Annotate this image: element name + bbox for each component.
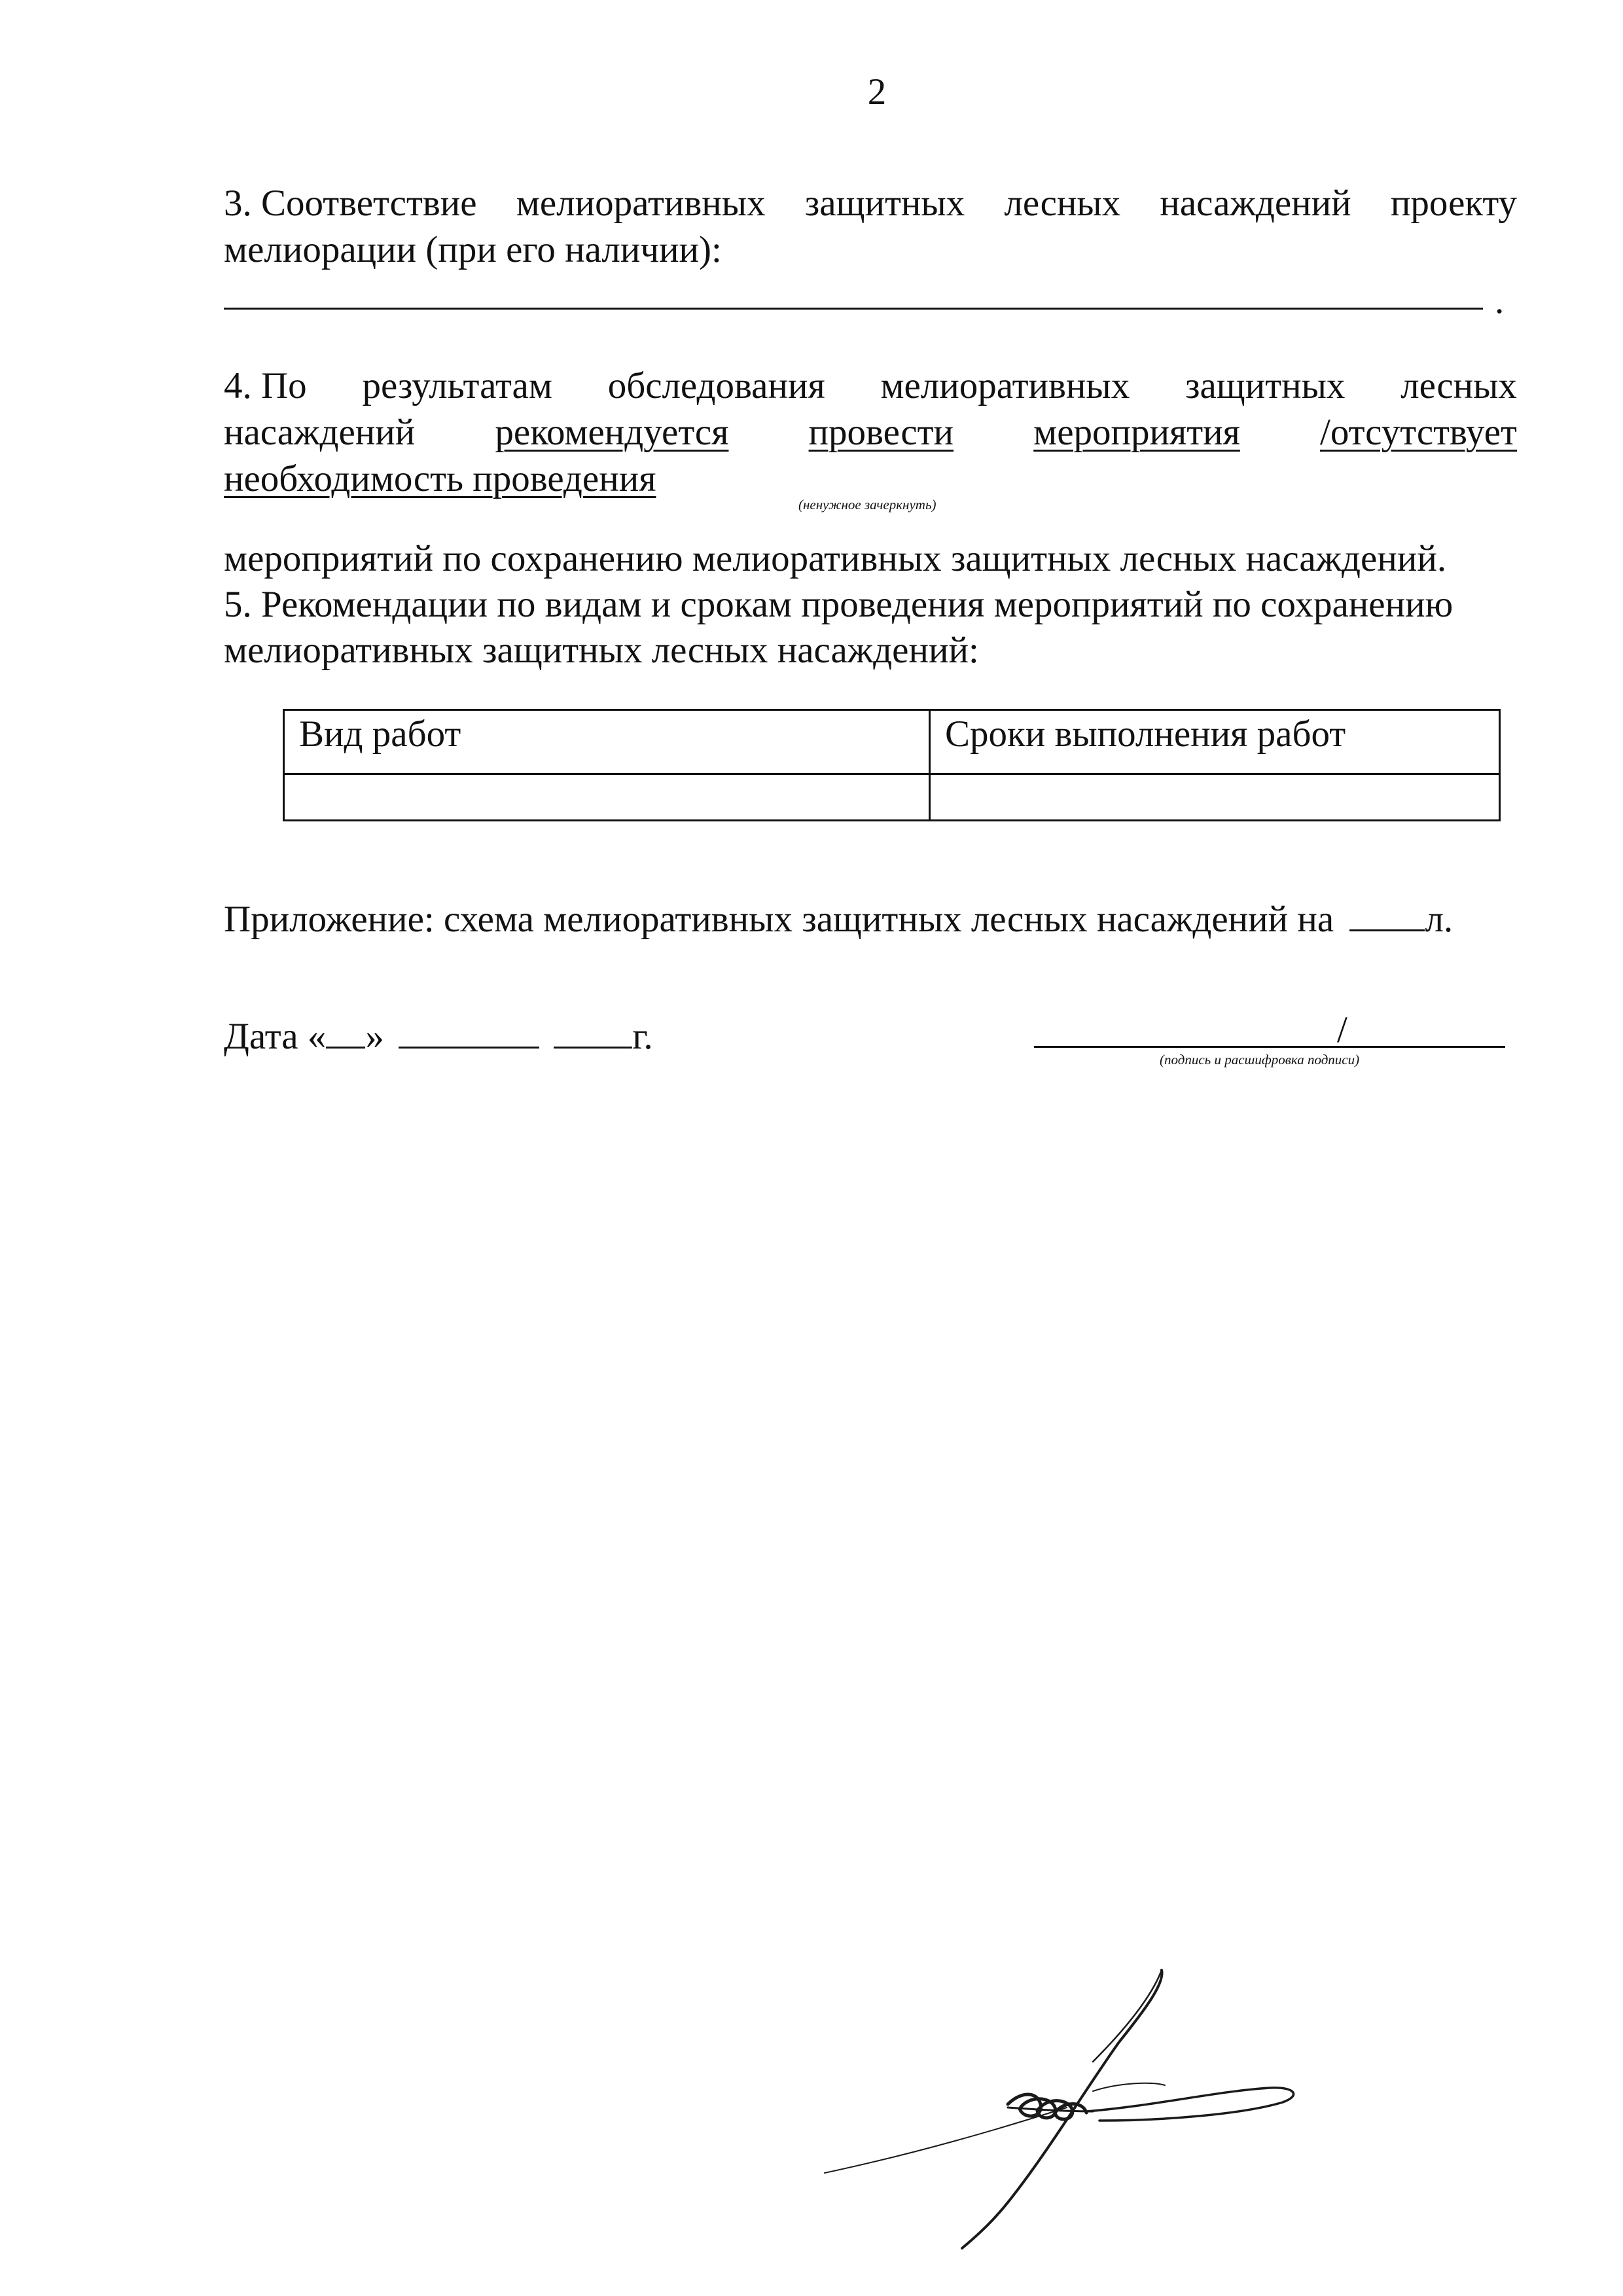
appendix-unit: л. — [1425, 899, 1454, 940]
date-day-blank[interactable] — [326, 1011, 365, 1049]
item4-line3: необходимость проведения — [224, 458, 656, 499]
date-year-suffix: г. — [632, 1016, 653, 1057]
table-row — [284, 774, 1500, 821]
item3-answer-line[interactable] — [224, 308, 1483, 310]
signature-slash: / — [1337, 1009, 1347, 1050]
item3-line2: мелиорации (при его наличии): — [224, 229, 722, 270]
table-header-row — [284, 710, 1500, 774]
cell-deadlines[interactable] — [930, 774, 1500, 821]
item3-line1: 3. Соответствие мелиоративных защитных лесных насаждений проекту — [224, 183, 1517, 224]
item4-line1: 4. По результатам обследования мелиоративных защитных лесных — [224, 365, 1517, 406]
item4-line4: мероприятий по сохранению мелиоративных защитных лесных насаждений. — [224, 538, 1447, 579]
item4-line2: насаждений рекомендуется провести мероприятия /отсутствует — [224, 412, 1517, 453]
strike-note: (ненужное зачеркнуть) — [798, 497, 936, 512]
header-work-type: Вид работ — [284, 710, 930, 774]
date-month-blank[interactable] — [399, 1011, 539, 1049]
page-number: 2 — [867, 71, 887, 113]
appendix-text: Приложение: схема мелиоративных защитных лесных насаждений на — [224, 899, 1334, 940]
header-deadlines: Сроки выполнения работ — [930, 710, 1500, 774]
handwritten-signature — [812, 1957, 1309, 2258]
signature-line[interactable] — [1034, 1046, 1505, 1048]
appendix-sheets-blank[interactable] — [1349, 894, 1425, 931]
item5-line1: 5. Рекомендации по видам и срокам проведения мероприятий по сохранению — [224, 584, 1454, 625]
item3-end-period: . — [1495, 280, 1505, 321]
date-label: Дата « — [224, 1016, 327, 1057]
date-line — [224, 1011, 653, 1060]
works-table — [283, 709, 1501, 821]
item5-line2: мелиоративных защитных лесных насаждений: — [224, 630, 979, 671]
date-year-blank[interactable] — [554, 1011, 632, 1049]
signature-caption: (подпись и расшифровка подписи) — [1160, 1052, 1360, 1067]
cell-work-type[interactable] — [284, 774, 930, 821]
date-quote-close: » — [365, 1016, 384, 1057]
appendix-line — [224, 894, 1453, 943]
